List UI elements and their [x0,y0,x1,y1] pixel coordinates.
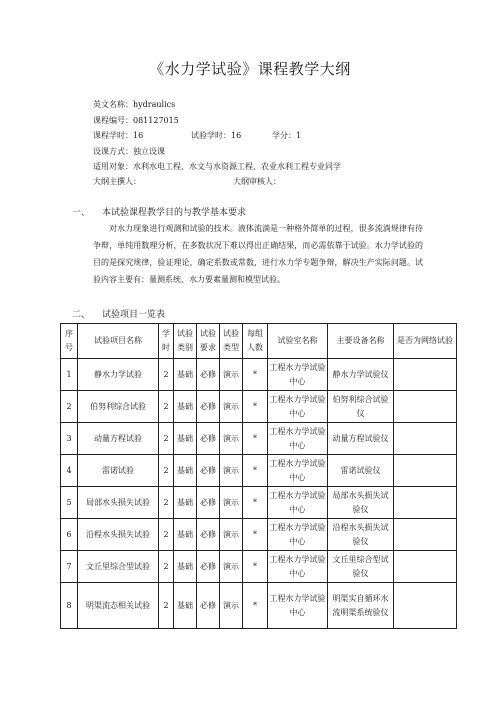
cell-type: 演示 [220,455,243,487]
cell-type: 演示 [220,487,243,519]
section-2-heading [72,310,165,321]
header-name: 试验项目名称 [78,324,159,359]
header-type: 试验类型 [220,324,243,359]
cell-name: 文丘里综合型试验 [78,551,159,583]
cell-type: 演示 [220,519,243,551]
cell-name: 静水力学试验 [78,359,159,391]
section-2-number: 二、 [72,310,91,320]
cell-equipment: 局部水头损失试验仪 [328,487,394,519]
cell-group: * [243,455,268,487]
cell-equipment: 文丘里综合型试验仪 [328,551,394,583]
table-row [61,487,457,519]
header-network: 是否为网络试验 [394,324,457,359]
cell-category: 基础 [174,551,197,583]
cell-name: 动量方程试验 [78,423,159,455]
table-row [61,423,457,455]
cell-no: 4 [61,455,78,487]
lab-hours: 试验学时：16 [191,131,242,140]
cell-lab: 工程水力学试验中心 [268,359,328,391]
cell-lab: 工程水力学试验中心 [268,519,328,551]
cell-type: 演示 [220,583,243,629]
header-requirement: 试验要求 [197,324,220,359]
header-equipment: 主要设备名称 [328,324,394,359]
cell-category: 基础 [174,583,197,629]
cell-hours: 2 [159,487,174,519]
cell-name: 沿程水头损失试验 [78,519,159,551]
cell-lab: 工程水力学试验中心 [268,423,328,455]
table-header-row [61,324,457,359]
cell-name: 伯努利综合试验 [78,391,159,423]
cell-type: 演示 [220,551,243,583]
cell-lab: 工程水力学试验中心 [268,455,328,487]
credits: 学分：1 [272,131,302,140]
cell-category: 基础 [174,423,197,455]
cell-no: 3 [61,423,78,455]
cell-category: 基础 [174,391,197,423]
table-row [61,519,457,551]
cell-category: 基础 [174,519,197,551]
course-hours: 课程学时：16 [93,131,144,140]
cell-group: * [243,583,268,629]
reviewer-label: 大纲审核人： [233,177,281,186]
cell-equipment: 静水力学试验仪 [328,359,394,391]
header-hours: 学时 [159,324,174,359]
cell-group: * [243,551,268,583]
cell-equipment: 动量方程试验仪 [328,423,394,455]
cell-equipment: 雷诺试验仪 [328,455,394,487]
table-row [61,583,457,629]
header-no: 序号 [61,324,78,359]
section-1-number: 一、 [72,208,91,218]
cell-network [394,551,457,583]
cell-no: 7 [61,551,78,583]
cell-network [394,359,457,391]
cell-group: * [243,391,268,423]
table-row [61,455,457,487]
cell-requirement: 必修 [197,583,220,629]
cell-hours: 2 [159,551,174,583]
cell-name: 雷诺试验 [78,455,159,487]
cell-hours: 2 [159,455,174,487]
cell-category: 基础 [174,487,197,519]
cell-no: 6 [61,519,78,551]
cell-equipment: 沿程水头损失试验仪 [328,519,394,551]
header-group: 每组人数 [243,324,268,359]
cell-equipment: 伯努利综合试验仪 [328,391,394,423]
header-category: 试验类别 [174,324,197,359]
page-title: 《水力学试验》课程教学大纲 [149,60,351,78]
section-1-title: 本试验课程教学目的与教学基本要求 [102,208,247,218]
cell-group: * [243,487,268,519]
cell-equipment: 明渠实自循环水流明渠系统验仪 [328,583,394,629]
cell-no: 5 [61,487,78,519]
section-1-body: 对水力现象进行观测和试验的技术。液体流淌是一种格外简单的过程，很多流淌规律有待争辩，单纯用数理分析，在多数状况下难以得出正确结果，而必需依靠于试验。水力学试验的目的是探究规律，验证理论，确定系数或常数，进行水力学专题争辩，解决生产实际问题。试验内容主要有：量测系统、水力要素量测和模型试验。 [93,224,423,284]
cell-hours: 2 [159,519,174,551]
cell-type: 演示 [220,391,243,423]
cell-no: 8 [61,583,78,629]
section-1-heading [72,208,246,219]
cell-type: 演示 [220,359,243,391]
cell-lab: 工程水力学试验中心 [268,487,328,519]
header-lab: 试验室名称 [268,324,328,359]
cell-category: 基础 [174,359,197,391]
cell-requirement: 必修 [197,359,220,391]
cell-lab: 工程水力学试验中心 [268,551,328,583]
cell-lab: 工程水力学试验中心 [268,583,328,629]
cell-name: 明渠流态相关试验 [78,583,159,629]
author-reviewer-row [93,177,281,187]
cell-no: 1 [61,359,78,391]
course-audience: 适用对象：水利水电工程、水文与水资源工程、农业水利工程专业同学 [93,162,341,171]
cell-network [394,519,457,551]
cell-category: 基础 [174,455,197,487]
hours-credits-row [93,131,302,141]
cell-hours: 2 [159,583,174,629]
cell-hours: 2 [159,359,174,391]
cell-no: 2 [61,391,78,423]
section-2-title: 试验项目一览表 [102,310,166,320]
cell-network [394,391,457,423]
course-setup: 设课方式：独立设课 [93,147,165,156]
cell-requirement: 必修 [197,423,220,455]
cell-name: 局部水头损失试验 [78,487,159,519]
author-label: 大纲主撰人： [93,177,141,186]
cell-requirement: 必修 [197,487,220,519]
cell-lab: 工程水力学试验中心 [268,391,328,423]
cell-network [394,423,457,455]
cell-type: 演示 [220,423,243,455]
cell-network [394,487,457,519]
cell-hours: 2 [159,423,174,455]
cell-requirement: 必修 [197,519,220,551]
table-row [61,359,457,391]
experiment-table [60,323,457,629]
cell-requirement: 必修 [197,551,220,583]
cell-group: * [243,519,268,551]
table-row [61,391,457,423]
english-name: 英文名称：hydraulics [93,100,176,109]
cell-group: * [243,423,268,455]
table-row [61,551,457,583]
cell-hours: 2 [159,391,174,423]
cell-network [394,583,457,629]
cell-requirement: 必修 [197,455,220,487]
cell-network [394,455,457,487]
course-code: 课程编号：081127015 [93,116,179,125]
cell-group: * [243,359,268,391]
cell-requirement: 必修 [197,391,220,423]
